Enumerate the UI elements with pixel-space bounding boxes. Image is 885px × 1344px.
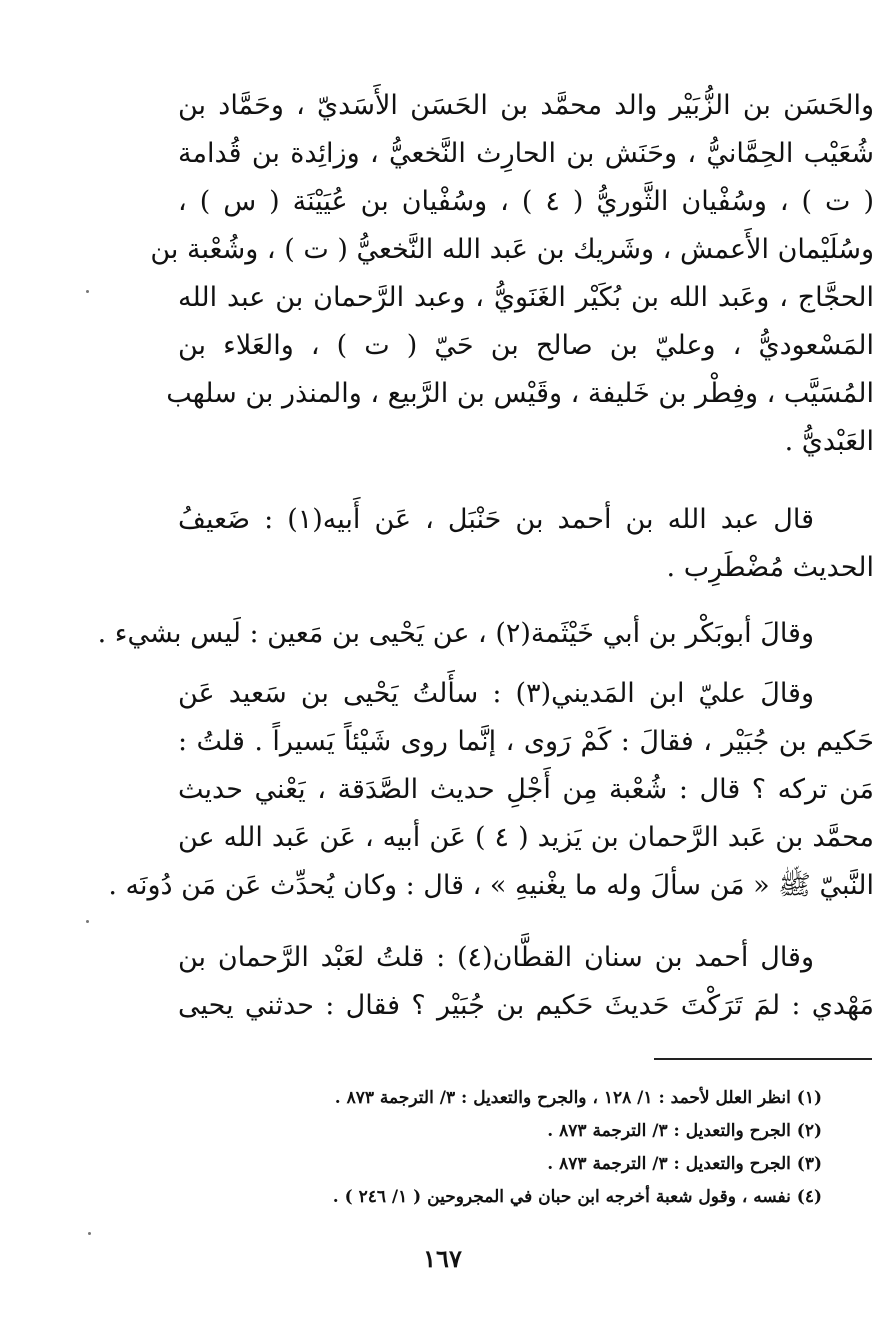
margin-speck [88, 1232, 91, 1235]
page-number: ١٦٧ [423, 1244, 462, 1273]
footnote-divider [654, 1058, 872, 1060]
text-line: شُعَيْب الحِمَّانيُّ ، وحَنَش بن الحارِث النَّخعيُّ ، وزائِدة بن قُدامة [178, 138, 874, 169]
text-line: النَّبيّ ﷺ « مَن سألَ وله ما يغْنيهِ » ، قال : وكان يُحدِّث عَن مَن دُونَه . [108, 870, 874, 901]
footnote-1: (١) انظر العلل لأحمد : ١/ ١٢٨ ، والجرح والتعديل : ٣/ الترجمة ٨٧٣ . [334, 1088, 822, 1108]
margin-speck [86, 290, 89, 293]
text-line: الحجَّاج ، وعَبد الله بن بُكَيْر الغَنَويُّ ، وعبد الرَّحمان بن عبد الله [178, 282, 874, 313]
text-line: العَبْديُّ . [784, 426, 874, 457]
paragraph-narrators-list [150, 82, 874, 466]
text-line: المُسَيَّب ، وفِطْر بن خَليفة ، وقَيْس بن الرَّبيع ، والمنذر بن سلهب [166, 378, 874, 409]
text-line: مَهْدي : لمَ تَرَكْتَ حَديثَ حَكيم بن جُبَيْر ؟ فقال : حدثني يحيى [178, 990, 874, 1021]
footnote-3: (٣) الجرح والتعديل : ٣/ الترجمة ٨٧٣ . [547, 1154, 822, 1174]
paragraph-ali-madini-quote [108, 670, 874, 910]
text-line: حَكيم بن جُبَيْر ، فقالَ : كَمْ رَوى ، إنَّما روى شَيْئاً يَسيراً . قلتُ : [178, 726, 874, 757]
paragraph-abubakr-quote [97, 610, 874, 658]
text-line: المَسْعوديُّ ، وعليّ بن صالح بن حَيّ ( ت ) ، والعَلاء بن [178, 330, 874, 361]
text-line: قال عبد الله بن أحمد بن حَنْبَل ، عَن أَبيه(١) : ضَعيفُ [178, 504, 814, 535]
text-line: وقال أحمد بن سنان القطَّان(٤) : قلتُ لعَبْد الرَّحمان بن [178, 942, 814, 973]
footnote-4: (٤) نفسه ، وقول شعبة أخرجه ابن حبان في المجروحين ( ١/ ٢٤٦ ) . [332, 1187, 822, 1207]
paragraph-ahmad-sinan-quote [178, 934, 874, 1030]
text-line: ( ت ) ، وسُفْيان الثَّوريُّ ( ٤ ) ، وسُفْيان بن عُيَيْنَة ( س ) ، [178, 186, 874, 217]
paragraph-abdullah-quote [178, 496, 874, 592]
text-line: الحديث مُضْطَرِب . [666, 552, 874, 583]
text-line: والحَسَن بن الزُّبَيْر والد محمَّد بن الحَسَن الأَسَديّ ، وحَمَّاد بن [178, 90, 874, 121]
text-line: مَن تركه ؟ قال : شُعْبة مِن أَجْلِ حديث الصَّدَقة ، يَعْني حديث [178, 774, 874, 805]
footnotes [200, 1082, 822, 1214]
text-line: وقالَ عليّ ابن المَديني(٣) : سأَلتُ يَحْيى بن سَعيد عَن [178, 678, 814, 709]
text-line: وقالَ أبوبَكْر بن أبي خَيْثَمة(٢) ، عن يَحْيى بن مَعين : لَيس بشيء . [97, 618, 814, 649]
footnote-2: (٢) الجرح والتعديل : ٣/ الترجمة ٨٧٣ . [547, 1121, 822, 1141]
margin-speck [86, 920, 89, 923]
text-line: محمَّد بن عَبد الرَّحمان بن يَزيد ( ٤ ) عَن أبيه ، عَن عَبد الله عن [178, 822, 874, 853]
text-line: وسُلَيْمان الأَعمش ، وشَريك بن عَبد الله النَّخعيُّ ( ت ) ، وشُعْبة بن [150, 234, 874, 265]
